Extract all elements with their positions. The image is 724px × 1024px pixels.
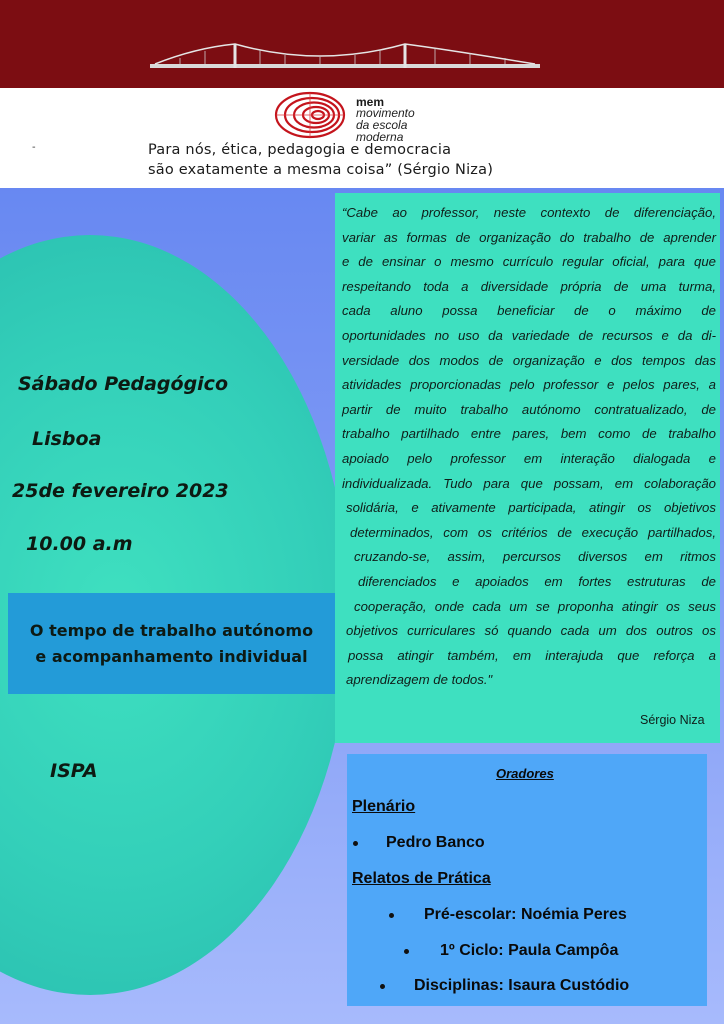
quote-line: oportunidades no uso da variedade de recursos e da di-: [342, 328, 716, 343]
event-title: Sábado Pedagógico: [18, 373, 229, 395]
plenary-speaker: Pedro Banco: [386, 834, 485, 851]
practice-item-3: Disciplinas: Isaura Custódio: [414, 977, 630, 994]
event-time: 10.00 a.m: [26, 533, 133, 555]
quote-author: Sérgio Niza: [640, 713, 705, 727]
quote-line: cruzando-se, assim, percursos diversos em ritmos: [354, 549, 716, 565]
bridge-illustration: [150, 38, 540, 74]
quote-line: possa atingir também, em interajuda que reforça a: [348, 647, 716, 663]
theme-line-1: O tempo de trabalho autónomo: [29, 620, 314, 640]
quote-line: individualizada. Tudo para que possam, em colaboração: [342, 475, 716, 491]
motto-line-1: Para nós, ética, pedagogia e democracia: [148, 142, 452, 158]
practice-item-1: Pré-escolar: Noémia Peres: [424, 906, 627, 923]
logo-line-3: moderna: [356, 130, 404, 144]
quote-line: diferenciados e apoiados em fortes estruturas de: [358, 574, 716, 589]
theme-box: [8, 593, 335, 694]
quote-line: partir de muito trabalho autónomo contratualizado, de: [342, 401, 716, 417]
event-venue: ISPA: [50, 760, 98, 782]
bullet-icon: [404, 949, 409, 954]
quote-line: respeitando toda a diversidade própria de uma turma,: [342, 278, 716, 294]
quote-line: variar as formas de organização do trabalho de aprender: [342, 229, 716, 245]
bullet-icon: [389, 913, 394, 918]
motto-line-2: são exatamente a mesma coisa” (Sérgio Niza): [148, 162, 494, 178]
quote-line: solidária, e ativamente participada, atingir os objetivos: [346, 500, 716, 516]
theme-line-2: e acompanhamento individual: [35, 646, 308, 666]
event-date: 25de fevereiro 2023: [12, 480, 229, 502]
logo-line-1: movimento: [356, 106, 415, 120]
quote-line: cada aluno possa beneficiar de o máximo de: [342, 303, 716, 319]
quote-line: e de ensinar o mesmo currículo regular oficial, para que: [342, 254, 716, 270]
quote-line: versidade dos modos de organização e dos tempos das: [342, 352, 716, 368]
event-city: Lisboa: [32, 428, 102, 450]
logo-abbreviation: mem: [356, 95, 385, 109]
quote-line: “Cabe ao professor, neste contexto de diferenciação,: [342, 205, 716, 220]
bullet-icon: [380, 984, 385, 989]
quote-line: atividades proporcionadas pelo professor e pelos pares, a: [342, 377, 716, 393]
mem-spiral-logo: [268, 90, 348, 140]
quote-line: aprendizagem de todos.": [346, 672, 493, 688]
quote-line: cooperação, onde cada um se proponha atingir os seus: [354, 598, 716, 614]
plenary-heading: Plenário: [352, 798, 416, 815]
logo-line-2: da escola: [356, 118, 408, 132]
quote-line: objetivos curriculares só quando cada um dos outros os: [346, 623, 716, 639]
practice-heading: Relatos de Prática: [352, 870, 491, 887]
header-dash: -: [32, 142, 36, 153]
quote-line: apoiado pelo professor em interação dialogada e: [342, 451, 716, 466]
practice-item-2: 1º Ciclo: Paula Campôa: [440, 942, 619, 959]
speakers-title: Oradores: [496, 766, 554, 781]
quote-line: trabalho partilhado entre pares, bem como de trabalho: [342, 426, 716, 442]
quote-line: determinados, com os critérios de execução partilhados,: [350, 524, 716, 540]
bullet-icon: [353, 841, 358, 846]
